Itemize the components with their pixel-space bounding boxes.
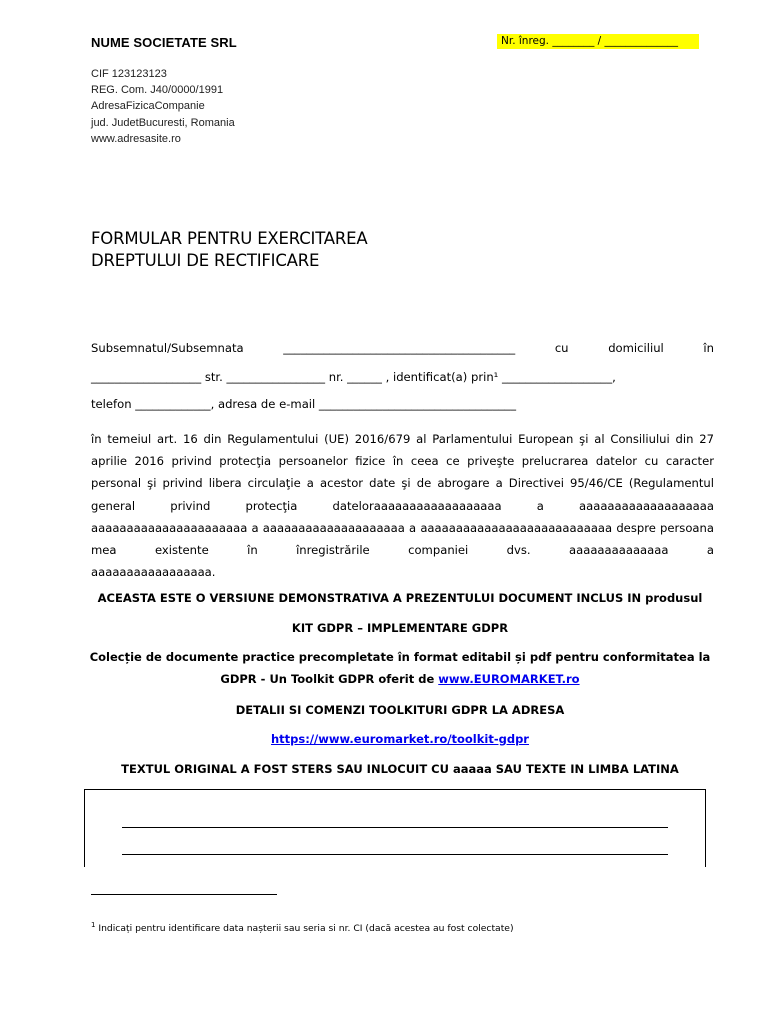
demo-notice-line-2: KIT GDPR – IMPLEMENTARE GDPR [291, 621, 509, 635]
rectification-line-2[interactable] [122, 854, 668, 855]
demo-notice-line-4-text: GDPR - Un Toolkit GDPR oferit de [220, 672, 439, 686]
legal-paragraph-last-line: aaaaaaaaaaaaaaaaa. [91, 565, 216, 580]
form-label-subsemnatul: Subsemnatul/Subsemnata [91, 341, 244, 355]
footnote-marker: 1 [91, 921, 96, 929]
toolkit-gdpr-link[interactable]: https://www.euromarket.ro/toolkit-gdpr [271, 732, 529, 746]
company-website: www.adresasite.ro [91, 132, 181, 145]
company-details [91, 66, 235, 147]
demo-notice-line-1: ACEASTA ESTE O VERSIUNE DEMONSTRATIVA A PREZENTULUI DOCUMENT INCLUS IN produsul [97, 591, 703, 605]
footnote-text: Indicați pentru identificare data nașterii sau seria si nr. CI (dacă acestea au fost colectate) [95, 923, 514, 935]
form-word-in: în [703, 341, 714, 355]
demo-notice-line-4 [80, 672, 720, 686]
form-line-address[interactable]: ___________________ str. _________________ nr. ______ , identificat(a) prin¹ ___________________, [91, 370, 616, 384]
title-line-1: FORMULAR PENTRU EXERCITAREA [91, 229, 368, 248]
title-line-2: DREPTULUI DE RECTIFICARE [91, 251, 320, 270]
rectification-box [84, 789, 706, 867]
form-line-contact[interactable]: telefon _____________, adresa de e-mail __________________________________ [91, 397, 517, 411]
rectification-line-1[interactable] [122, 827, 668, 828]
demo-notice-line-3: Colecție de documente practice precompletate în format editabil și pdf pentru conformitatea la [89, 650, 711, 664]
company-address: AdresaFizicaCompanie [91, 100, 205, 113]
company-name: NUME SOCIETATE SRL [91, 35, 237, 50]
footnote [91, 921, 514, 934]
form-word-domiciliul: domiciliul [608, 341, 664, 355]
registration-number-field[interactable]: Nr. înreg. ________ / ______________ [497, 34, 699, 49]
demo-notice-line-7: TEXTUL ORIGINAL A FOST STERS SAU INLOCUIT CU aaaaa SAU TEXTE IN LIMBA LATINA [121, 762, 679, 776]
document-title [91, 228, 367, 272]
company-cif: CIF 123123123 [91, 68, 167, 80]
legal-paragraph-text: în temeiul art. 16 din Regulamentului (UE) 2016/679 al Parlamentului European şi al Consiliului din 27 aprilie 2016 privind protecţia persoanelor fizice în ceea ce priveşte prelucrarea datelor cu caracter personal şi privind libera circulaţie a acestor date şi de abrogare a Directivei 95/46/CE (Regulamentul general privind protecţia dateloraaaaaaaaaaaaaaaaaa a aaaaaaaaaaaaaaaaaaa aaaaaaaaaaaaaaaaaaaaaa a aaaaaaaaaaaaaaaaaaaa a aaaaaaaaaaaaaaaaaaaaaaaaaaa despre persoana mea existente în înregistrările companiei dvs. aaaaaaaaaaaaaa a [91, 432, 714, 558]
legal-paragraph [91, 428, 714, 583]
form-line-name [91, 341, 714, 355]
footnote-separator [91, 894, 277, 895]
form-blank-name[interactable]: ________________________________________ [283, 341, 516, 355]
demo-notice-line-6 [80, 732, 720, 746]
company-county: jud. JudetBucuresti, Romania [91, 116, 235, 129]
company-reg-com: REG. Com. J40/0000/1991 [91, 84, 224, 97]
form-word-cu: cu [554, 341, 569, 355]
demo-notice-line-5: DETALII SI COMENZI TOOLKITURI GDPR LA ADRESA [235, 703, 565, 717]
euromarket-link[interactable]: www.EUROMARKET.ro [438, 672, 580, 686]
